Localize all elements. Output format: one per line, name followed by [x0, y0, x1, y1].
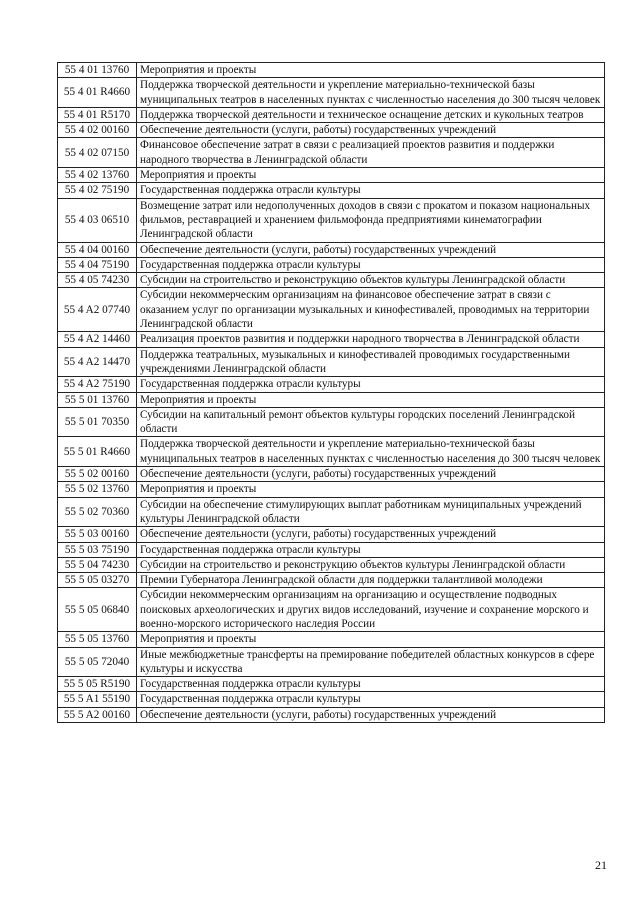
table-row — [58, 138, 605, 168]
name-cell: Субсидии на строительство и реконструкцию объектов культуры Ленинградской области — [137, 273, 605, 288]
name-cell: Мероприятия и проекты — [137, 63, 605, 78]
code-cell: 55 5 A2 00160 — [58, 707, 137, 722]
table-row — [58, 632, 605, 647]
name-cell: Обеспечение деятельности (услуги, работы) государственных учреждений — [137, 242, 605, 257]
name-cell: Обеспечение деятельности (услуги, работы) государственных учреждений — [137, 467, 605, 482]
code-cell: 55 5 05 03270 — [58, 573, 137, 588]
table-body — [58, 63, 605, 723]
code-cell: 55 4 A2 14460 — [58, 332, 137, 347]
name-cell: Финансовое обеспечение затрат в связи с реализацией проектов развития и поддержки народного творчества в Ленинградской области — [137, 138, 605, 168]
table-row — [58, 377, 605, 392]
code-cell: 55 4 A2 14470 — [58, 347, 137, 377]
name-cell: Поддержка творческой деятельности и укрепление материально-технической базы муниципальных театров в населенных пунктах с численностью населения до 300 тысяч человек — [137, 78, 605, 108]
table-row — [58, 527, 605, 542]
name-cell: Обеспечение деятельности (услуги, работы) государственных учреждений — [137, 527, 605, 542]
code-cell: 55 5 04 74230 — [58, 557, 137, 572]
table-row — [58, 392, 605, 407]
name-cell: Государственная поддержка отрасли культуры — [137, 542, 605, 557]
code-cell: 55 5 05 06840 — [58, 588, 137, 632]
name-cell: Обеспечение деятельности (услуги, работы) государственных учреждений — [137, 123, 605, 138]
page-number: 21 — [595, 858, 607, 872]
name-cell: Реализация проектов развития и поддержки народного творчества в Ленинградской области — [137, 332, 605, 347]
name-cell: Премии Губернатора Ленинградской области для поддержки талантливой молодежи — [137, 573, 605, 588]
table-row — [58, 542, 605, 557]
table-row — [58, 707, 605, 722]
table-row — [58, 467, 605, 482]
table-row — [58, 123, 605, 138]
table-row — [58, 168, 605, 183]
name-cell: Государственная поддержка отрасли культуры — [137, 377, 605, 392]
code-cell: 55 4 04 00160 — [58, 242, 137, 257]
table-row — [58, 692, 605, 707]
name-cell: Субсидии на обеспечение стимулирующих выплат работникам муниципальных учреждений культуры Ленинградской области — [137, 497, 605, 527]
code-cell: 55 5 01 70350 — [58, 407, 137, 437]
code-cell: 55 5 05 R5190 — [58, 677, 137, 692]
name-cell: Мероприятия и проекты — [137, 482, 605, 497]
code-cell: 55 4 A2 75190 — [58, 377, 137, 392]
code-cell: 55 4 02 13760 — [58, 168, 137, 183]
code-cell: 55 4 05 74230 — [58, 273, 137, 288]
table-row — [58, 347, 605, 377]
name-cell: Субсидии на капитальный ремонт объектов культуры городских поселений Ленинградской области — [137, 407, 605, 437]
name-cell: Субсидии некоммерческим организациям на финансовое обеспечение затрат в связи с оказанием услуг по организации музыкальных и кинофестивалей, проводимых на территории Ленинградской области — [137, 288, 605, 332]
table-row — [58, 647, 605, 677]
table-row — [58, 437, 605, 467]
code-cell: 55 5 03 75190 — [58, 542, 137, 557]
name-cell: Поддержка творческой деятельности и укрепление материально-технической базы муниципальных театров в населенных пунктах с численностью населения до 300 тысяч человек — [137, 437, 605, 467]
budget-codes-table — [57, 62, 605, 723]
table-row — [58, 78, 605, 108]
name-cell: Поддержка театральных, музыкальных и кинофестивалей проводимых государственными учреждениями Ленинградской области — [137, 347, 605, 377]
name-cell: Государственная поддержка отрасли культуры — [137, 692, 605, 707]
name-cell: Государственная поддержка отрасли культуры — [137, 183, 605, 198]
table-row — [58, 257, 605, 272]
code-cell: 55 4 02 07150 — [58, 138, 137, 168]
name-cell: Обеспечение деятельности (услуги, работы) государственных учреждений — [137, 707, 605, 722]
code-cell: 55 5 A1 55190 — [58, 692, 137, 707]
code-cell: 55 5 02 00160 — [58, 467, 137, 482]
table-row — [58, 288, 605, 332]
name-cell: Иные межбюджетные трансферты на премирование победителей областных конкурсов в сфере культуры и искусства — [137, 647, 605, 677]
code-cell: 55 5 05 13760 — [58, 632, 137, 647]
table-row — [58, 183, 605, 198]
code-cell: 55 5 05 72040 — [58, 647, 137, 677]
code-cell: 55 4 03 06510 — [58, 198, 137, 242]
code-cell: 55 4 02 75190 — [58, 183, 137, 198]
name-cell: Мероприятия и проекты — [137, 168, 605, 183]
code-cell: 55 4 A2 07740 — [58, 288, 137, 332]
code-cell: 55 5 01 13760 — [58, 392, 137, 407]
name-cell: Государственная поддержка отрасли культуры — [137, 677, 605, 692]
code-cell: 55 5 02 13760 — [58, 482, 137, 497]
name-cell: Возмещение затрат или недополученных доходов в связи с прокатом и показом национальных фильмов, реставрацией и хранением фильмофонда предприятиями кинематографии Ленинградской области — [137, 198, 605, 242]
table-row — [58, 332, 605, 347]
table-row — [58, 407, 605, 437]
code-cell: 55 5 03 00160 — [58, 527, 137, 542]
table-row — [58, 677, 605, 692]
name-cell: Субсидии некоммерческим организациям на организацию и осуществление подводных поисковых археологических и других видов исследований, изучение и сохранение морского и военно-морского исторического наследия России — [137, 588, 605, 632]
code-cell: 55 4 02 00160 — [58, 123, 137, 138]
code-cell: 55 5 01 R4660 — [58, 437, 137, 467]
code-cell: 55 4 01 R5170 — [58, 107, 137, 122]
name-cell: Субсидии на строительство и реконструкцию объектов культуры Ленинградской области — [137, 557, 605, 572]
code-cell: 55 4 01 13760 — [58, 63, 137, 78]
table-row — [58, 588, 605, 632]
table-row — [58, 63, 605, 78]
table-row — [58, 107, 605, 122]
table-row — [58, 497, 605, 527]
table-row — [58, 273, 605, 288]
name-cell: Мероприятия и проекты — [137, 632, 605, 647]
name-cell: Мероприятия и проекты — [137, 392, 605, 407]
name-cell: Поддержка творческой деятельности и техническое оснащение детских и кукольных театров — [137, 107, 605, 122]
name-cell: Государственная поддержка отрасли культуры — [137, 257, 605, 272]
table-row — [58, 557, 605, 572]
table-row — [58, 482, 605, 497]
table-row — [58, 242, 605, 257]
code-cell: 55 4 01 R4660 — [58, 78, 137, 108]
code-cell: 55 5 02 70360 — [58, 497, 137, 527]
code-cell: 55 4 04 75190 — [58, 257, 137, 272]
table-row — [58, 198, 605, 242]
table-row — [58, 573, 605, 588]
